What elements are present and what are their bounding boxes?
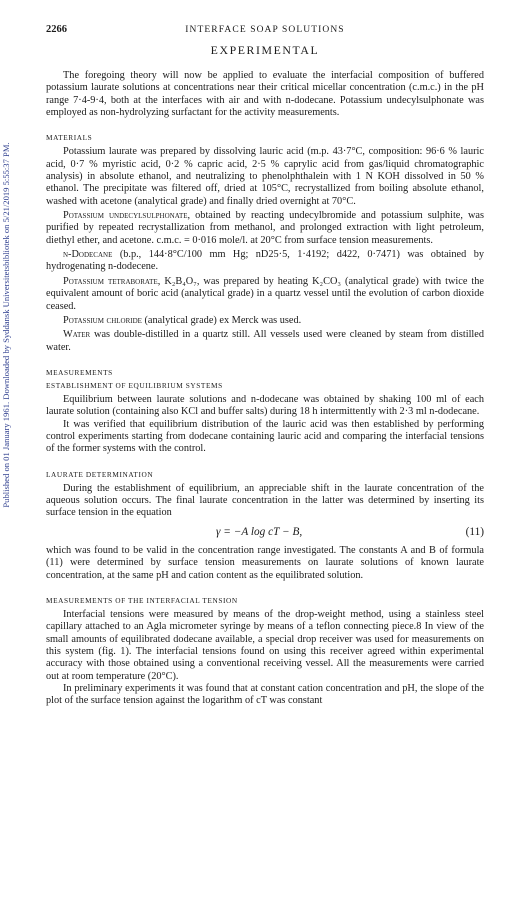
laurate-paragraph-1: During the establishment of equilibrium, an appreciable shift in the laurate concentration of the aqueous solution occurs. The final laurate concentration in the latter was determined by inserting its surface tension in the equation <box>46 482 484 519</box>
materials-paragraph-laurate: Potassium laurate was prepared by dissolving lauric acid (m.p. 43·7°C, composition: 96·6 % lauric acid, 0·7 % myristic acid, 0·2 % capric acid, 2·5 % caprylic acid from gas/liquid chromatographic analysis) in absolute ethanol, and neutralizing to phenolphthalein with 1 N KOH dissolved in 50 % ethanol. The precipitate was filtered off, dried at 105°C, recrystallized from boiling absolute ethanol, washed with acetone (analytical grade) and finally dried overnight at 70°C. <box>46 146 484 207</box>
interfacial-paragraph-2: In preliminary experiments it was found that at constant cation concentration and pH, the slope of the plot of the surface tension against the logarithm of cT was constant <box>46 683 484 707</box>
term-label: Potassium undecylsulphonate, <box>63 210 191 222</box>
provenance-watermark <box>0 25 16 625</box>
term-label: Potassium tetraborate, <box>63 275 161 287</box>
paragraph-text: K₂B₄O₇, was prepared by heating K₂CO₃ (analytical grade) with twice the equivalent amount of boric acid (analytical grade) in a quartz vessel until the evolution of carbon dioxide ceased. <box>46 275 484 312</box>
page-number: 2266 <box>46 24 67 35</box>
materials-heading: MATERIALS <box>46 133 93 143</box>
materials-paragraph-dodecane <box>46 249 484 274</box>
article-body <box>46 44 484 708</box>
paragraph-text: (b.p., 144·8°C/100 mm Hg; nD25·5, 1·4192; d422, 0·7471) was obtained by hydrogenating n-dodecene. <box>46 249 484 273</box>
measurements-paragraph-2: It was verified that equilibrium distribution of the lauric acid was then established by performing control experiments starting from dodecane containing lauric acid and comparing the interfacial tensions of the former systems with the control. <box>46 418 484 455</box>
paragraph-text: was double-distilled in a quartz still. All vessels used were cleaned by steam from distilled water. <box>46 329 485 353</box>
paragraph-text: (analytical grade) ex Merck was used. <box>144 314 302 326</box>
running-title: INTERFACE SOAP SOLUTIONS <box>185 25 345 35</box>
laurate-paragraph-2: which was found to be valid in the concentration range investigated. The constants A and B of formula (11) were determined by surface tension measurements on laurate solutions of known laurate concentration, at the same pH and cation content as the equilibrated solution. <box>46 544 484 581</box>
materials-paragraph-water <box>46 329 484 354</box>
intro-paragraph: The foregoing theory will now be applied to evaluate the interfacial composition of buffered potassium laurate solutions at concentrations near their critical micellar concentration (c.m.c.) in the pH range 7·4-9·4, both at the interfaces with air and with n-dodecane. Potassium undecylsulphonate was employed as non-hydrolyzing surfactant for the activity measurements. <box>46 70 484 119</box>
equation-number: (11) <box>465 525 484 538</box>
equilibrium-subheading: ESTABLISHMENT OF EQUILIBRIUM SYSTEMS <box>46 380 223 390</box>
equation-formula: γ = −A log cT − B, <box>216 525 303 538</box>
section-title: EXPERIMENTAL <box>210 43 320 57</box>
interfacial-heading: MEASUREMENTS OF THE INTERFACIAL TENSION <box>46 596 238 605</box>
measurements-heading: MEASUREMENTS <box>46 367 113 377</box>
paragraph-text: obtained by reacting undecylbromide and potassium sulphite, was purified by repeated recrystallization from methanol, and prolonged extraction with light petroleum, diethyl ether, and acetone. c.m.c. = 0·016 mole/l. at 20°C from surface tension measurements. <box>46 210 484 246</box>
term-label: Water <box>63 329 91 341</box>
term-label: n-Dodecane <box>63 249 113 261</box>
materials-paragraph-tetraborate <box>46 276 484 313</box>
laurate-heading: LAURATE DETERMINATION <box>46 469 154 479</box>
provenance-text: Published on 01 January 1961. Downloaded by Syddansk Universitetsbibliotek on 5/21/2019 5:55:37 PM. <box>1 142 11 508</box>
equation-11 <box>46 526 484 538</box>
materials-paragraph-sulphonate <box>46 210 484 247</box>
interfacial-paragraph-1: Interfacial tensions were measured by means of the drop-weight method, using a stainless steel capillary attached to an Agla micrometer syringe by means of a teflon connecting piece.8 In view of the small amounts of equilibrated dodecane available, a special drop receiver was used for measurements on this system (fig. 1). The interfacial tensions found on using this receiver agreed within experimental accuracy with those obtained using a conventional receiving vessel. All the measurements were carried out at room temperature (20°C). <box>46 609 484 682</box>
page-header <box>46 24 484 38</box>
term-label: Potassium chloride <box>63 314 142 326</box>
measurements-paragraph-1: Equilibrium between laurate solutions and n-dodecane was obtained by shaking 100 ml of each laurate solution (containing also KCl and buffer salts) during 18 h intermittently with 2·3 ml n-dodecane. <box>46 393 484 418</box>
materials-paragraph-chloride <box>46 315 484 327</box>
